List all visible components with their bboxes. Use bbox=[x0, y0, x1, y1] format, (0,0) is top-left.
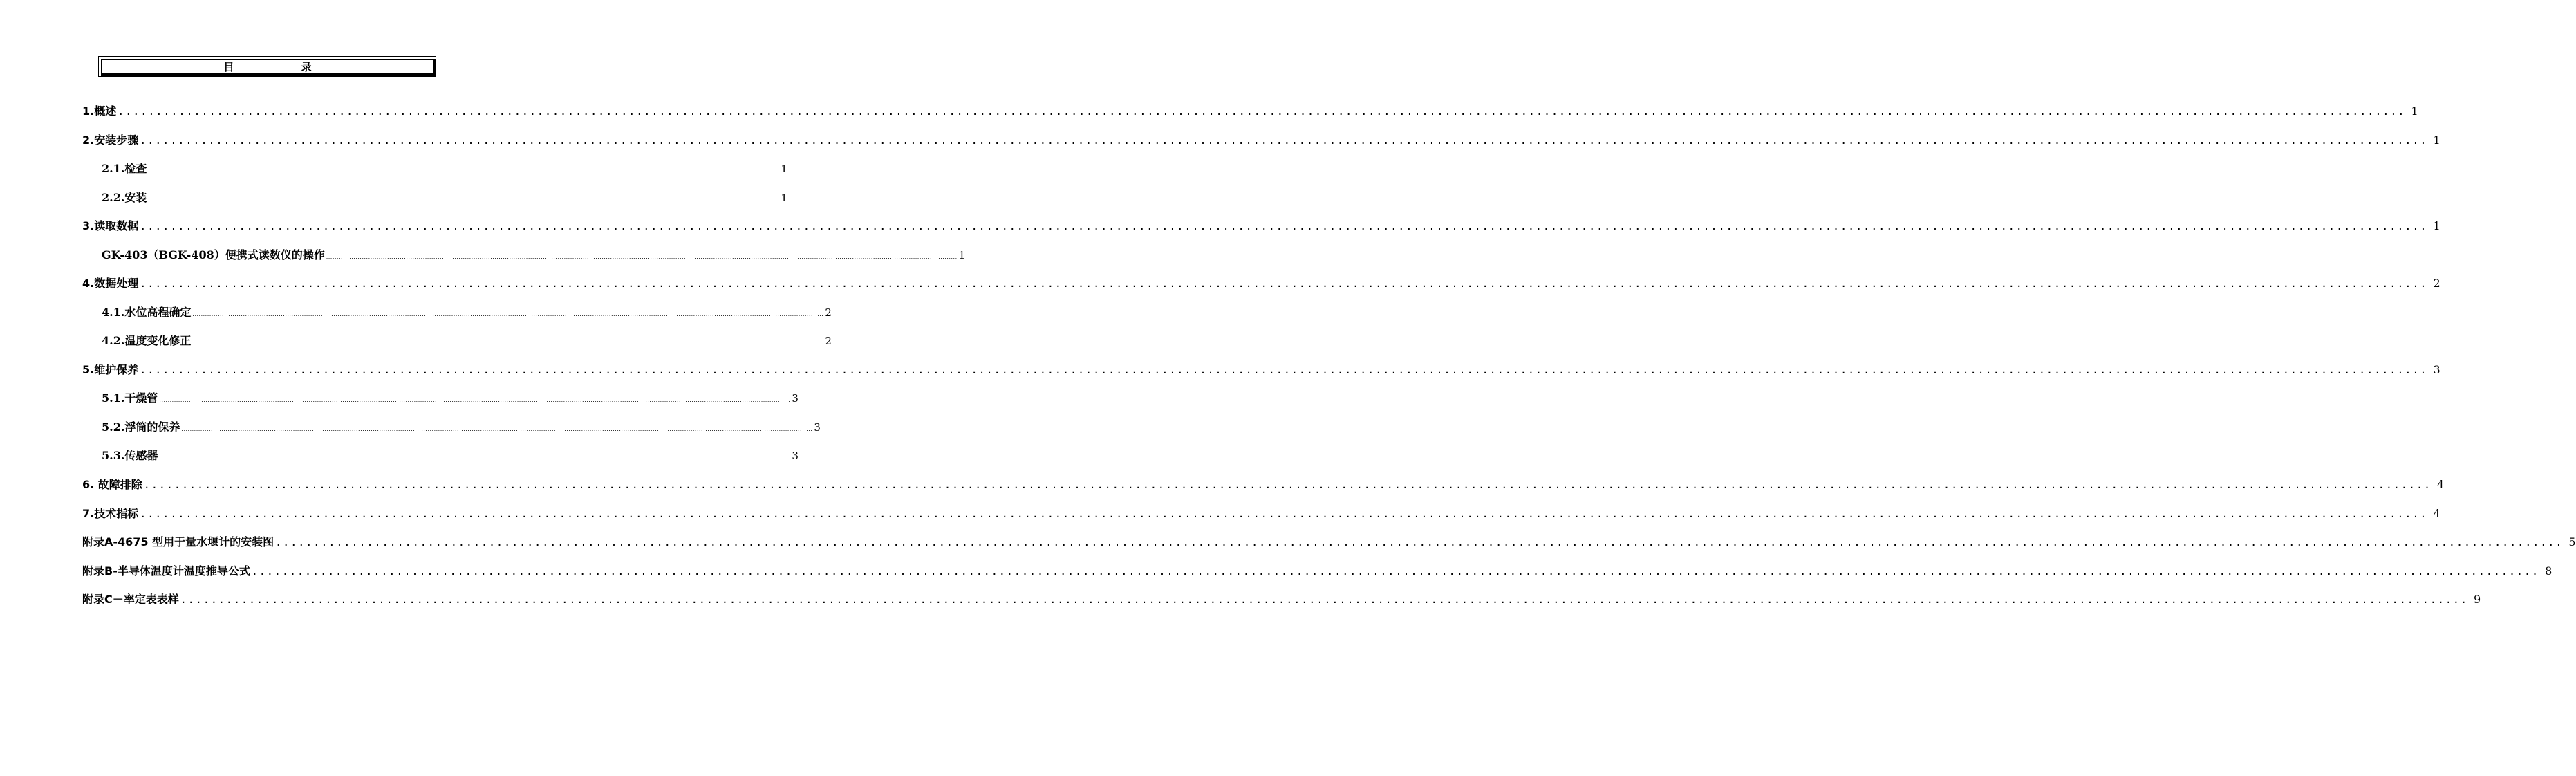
toc-entry-label: 5.维护保养 bbox=[82, 363, 139, 376]
toc-entry[interactable] bbox=[102, 332, 832, 347]
toc-leader-dots: ............................................................................................................................................................................................................................................................................................................ bbox=[251, 565, 2540, 578]
toc-entry[interactable] bbox=[82, 275, 2440, 290]
toc-entry[interactable] bbox=[82, 131, 2440, 147]
toc-leader-dots: ............................................................................................................................................................................................................................................................................................................ bbox=[192, 311, 824, 317]
toc-entry[interactable] bbox=[82, 505, 2440, 520]
toc-leader-dots: ............................................................................................................................................................................................................................................................................................................ bbox=[140, 364, 2428, 376]
toc-entry-label: 5.3.传感器 bbox=[102, 449, 158, 462]
toc-entry-label: 5.1.干燥管 bbox=[102, 391, 158, 405]
toc-title: 目 录 bbox=[223, 61, 344, 73]
toc-entry-label: GK-403（BGK-408）便携式读数仪的操作 bbox=[102, 248, 325, 261]
toc-entry[interactable] bbox=[82, 217, 2440, 232]
toc-entry[interactable] bbox=[102, 246, 966, 261]
toc-leader-dots: ............................................................................................................................................................................................................................................................................................................ bbox=[192, 340, 824, 346]
toc-entry[interactable] bbox=[82, 361, 2440, 376]
toc-entry-label: 6. 故障排除 bbox=[82, 478, 142, 491]
toc-entry-page: 9 bbox=[2473, 593, 2481, 606]
toc-entry[interactable] bbox=[102, 189, 787, 204]
toc-leader-dots: ............................................................................................................................................................................................................................................................................................................ bbox=[140, 134, 2428, 147]
toc-leader-dots: ............................................................................................................................................................................................................................................................................................................ bbox=[140, 277, 2428, 290]
toc-entry-label: 4.2.温度变化修正 bbox=[102, 334, 192, 347]
toc-entry-page: 4 bbox=[2433, 507, 2440, 520]
toc-entry[interactable] bbox=[82, 591, 2481, 606]
toc-leader-dots: ............................................................................................................................................................................................................................................................................................................ bbox=[140, 220, 2428, 232]
toc-leader-dots: ............................................................................................................................................................................................................................................................................................................ bbox=[326, 254, 958, 260]
toc-entry-label: 4.数据处理 bbox=[82, 277, 139, 290]
toc-leader-dots: ............................................................................................................................................................................................................................................................................................................ bbox=[181, 426, 813, 432]
toc-leader-dots: ............................................................................................................................................................................................................................................................................................................ bbox=[148, 196, 780, 203]
toc-entry-page: 1 bbox=[2411, 104, 2418, 118]
toc-entry-page: 3 bbox=[2433, 363, 2440, 376]
toc-leader-dots: ............................................................................................................................................................................................................................................................................................................ bbox=[159, 454, 791, 461]
toc-entry-page: 8 bbox=[2545, 564, 2552, 578]
toc-entry[interactable] bbox=[102, 418, 821, 434]
toc-leader-dots: ............................................................................................................................................................................................................................................................................................................ bbox=[140, 508, 2428, 520]
toc-entry-page: 3 bbox=[814, 421, 821, 434]
toc-title-box bbox=[98, 56, 436, 77]
toc-entry-page: 2 bbox=[2433, 277, 2440, 290]
toc-entry-page: 1 bbox=[781, 192, 787, 204]
toc-entry[interactable] bbox=[82, 476, 2445, 491]
toc-leader-dots: ............................................................................................................................................................................................................................................................................................................ bbox=[275, 536, 2564, 548]
toc-entry-label: 4.1.水位高程确定 bbox=[102, 306, 192, 319]
toc-title-frame bbox=[101, 59, 436, 76]
toc-entry-page: 1 bbox=[781, 163, 787, 175]
toc-leader-dots: ............................................................................................................................................................................................................................................................................................................ bbox=[118, 105, 2406, 118]
toc-leader-dots: ............................................................................................................................................................................................................................................................................................................ bbox=[180, 593, 2468, 606]
toc-leader-dots: ............................................................................................................................................................................................................................................................................................................ bbox=[148, 167, 780, 174]
toc-leader-dots: ............................................................................................................................................................................................................................................................................................................ bbox=[159, 397, 791, 403]
toc-entry-label: 5.2.浮筒的保养 bbox=[102, 421, 180, 434]
toc-entry[interactable] bbox=[82, 562, 2552, 578]
toc-entry-label: 1.概述 bbox=[82, 104, 117, 118]
toc-leader-dots: ............................................................................................................................................................................................................................................................................................................ bbox=[143, 479, 2432, 491]
toc-entry-page: 2 bbox=[825, 335, 832, 347]
toc-entry-label: 2.2.安装 bbox=[102, 191, 147, 204]
toc-entry-label: 3.读取数据 bbox=[82, 219, 139, 232]
toc-entry-label: 附录B-半导体温度计温度推导公式 bbox=[82, 564, 250, 578]
toc-entry-label: 2.安装步骤 bbox=[82, 133, 139, 147]
toc-entry[interactable] bbox=[82, 102, 2418, 118]
toc-entry-page: 1 bbox=[2433, 219, 2440, 232]
toc-entry-page: 3 bbox=[792, 450, 799, 462]
toc-entry[interactable] bbox=[102, 389, 799, 405]
toc-entry-label: 附录A-4675 型用于量水堰计的安装图 bbox=[82, 535, 274, 548]
toc-entry[interactable] bbox=[102, 447, 799, 462]
toc-entry-page: 2 bbox=[825, 306, 832, 319]
toc-entry-page: 1 bbox=[958, 249, 966, 261]
toc-entry-label: 2.1.检查 bbox=[102, 162, 147, 175]
toc-entry[interactable] bbox=[102, 160, 787, 175]
toc-entry[interactable] bbox=[82, 533, 2576, 548]
toc-entry[interactable] bbox=[102, 304, 832, 319]
toc-entry-page: 5 bbox=[2568, 535, 2576, 548]
toc-entry-page: 1 bbox=[2433, 133, 2440, 147]
toc-entry-label: 7.技术指标 bbox=[82, 507, 139, 520]
toc-entry-label: 附录C－率定表表样 bbox=[82, 593, 179, 606]
toc-entry-page: 3 bbox=[792, 392, 799, 405]
toc-entry-page: 4 bbox=[2437, 478, 2445, 491]
